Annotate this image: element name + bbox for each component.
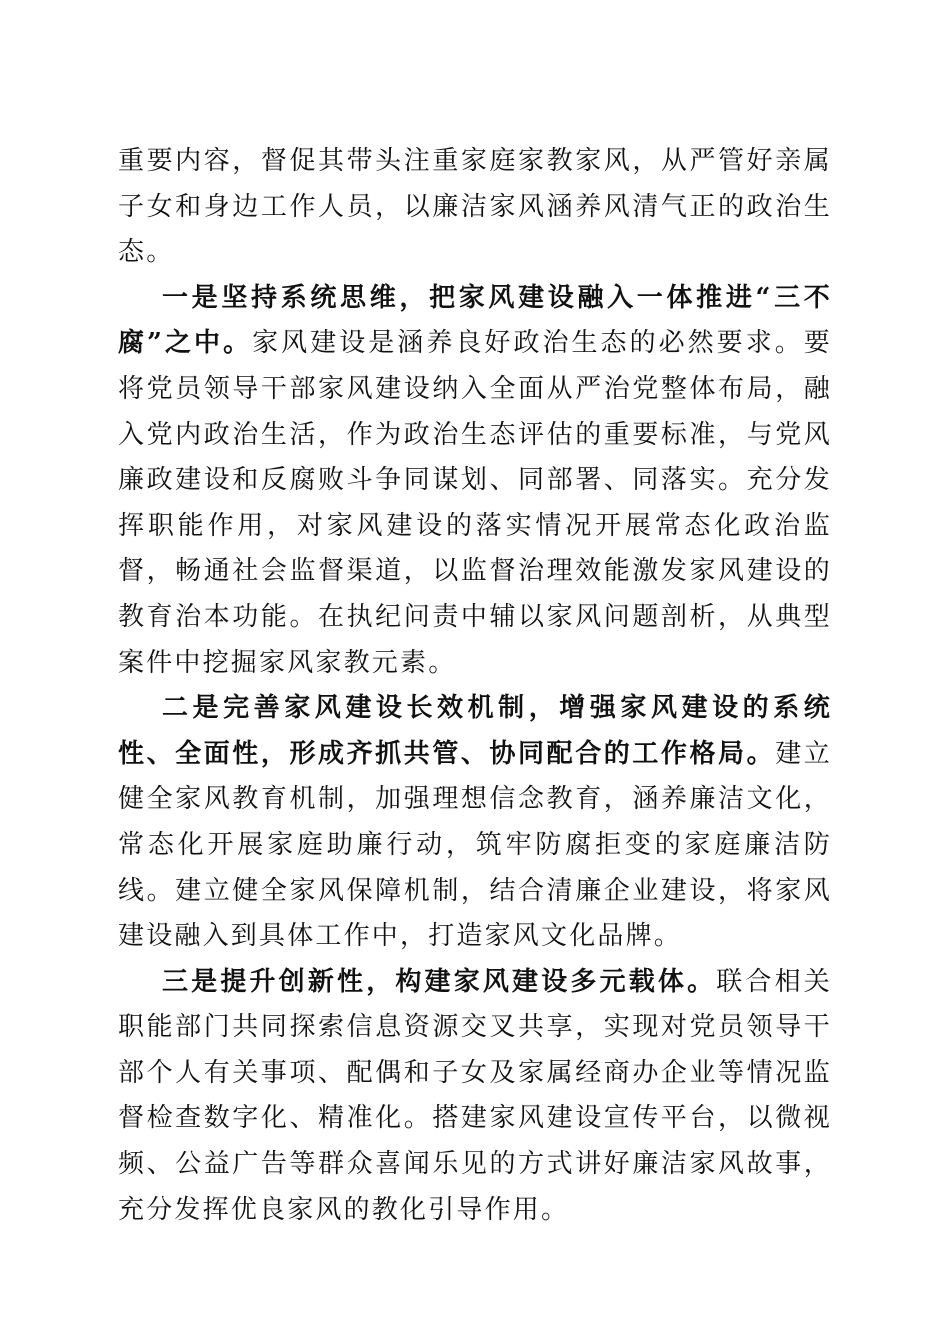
document-body [118,139,832,1233]
paragraph-text: 家风建设是涵养良好政治生态的必然要求。要将党员领导干部家风建设纳入全面从严治党整体布局，融入党内政治生活，作为政治生态评估的重要标准，与党风廉政建设和反腐败斗争同谋划、同部署、同落实。充分发挥职能作用，对家风建设的落实情况开展常态化政治监督，畅通社会监督渠道，以监督治理效能激发家风建设的教育治本功能。在执纪问责中辅以家风问题剖析，从典型案件中挖掘家风家教元素。 [118,328,832,678]
paragraph-two [118,686,832,960]
paragraph-text: 联合相关职能部门共同探索信息资源交叉共享，实现对党员领导干部个人有关事项、配偶和子女及家属经商办企业等情况监督检查数字化、精准化。搭建家风建设宣传平台，以微视频、公益广告等群众喜闻乐见的方式讲好廉洁家风故事，充分发挥优良家风的教化引导作用。 [118,966,832,1225]
paragraph-lead: 一是坚持系统思维，把家风建设融入一体推进“三不腐”之中。 [118,282,832,359]
paragraph-lead: 三是提升创新性，构建家风建设多元载体。 [162,966,717,997]
paragraph-one [118,276,832,686]
paragraph-three [118,960,832,1234]
paragraph-text: 重要内容，督促其带头注重家庭家教家风，从严管好亲属子女和身边工作人员，以廉洁家风涵养风清气正的政治生态。 [118,146,832,268]
paragraph-text: 建立健全家风教育机制，加强理想信念教育，涵养廉洁文化，常态化开展家庭助廉行动，筑牢防腐拒变的家庭廉洁防线。建立健全家风保障机制，结合清廉企业建设，将家风建设融入到具体工作中，打造家风文化品牌。 [118,738,832,952]
paragraph-continuation [118,139,832,276]
paragraph-lead: 二是完善家风建设长效机制，增强家风建设的系统性、全面性，形成齐抓共管、协同配合的工作格局。 [118,693,832,769]
